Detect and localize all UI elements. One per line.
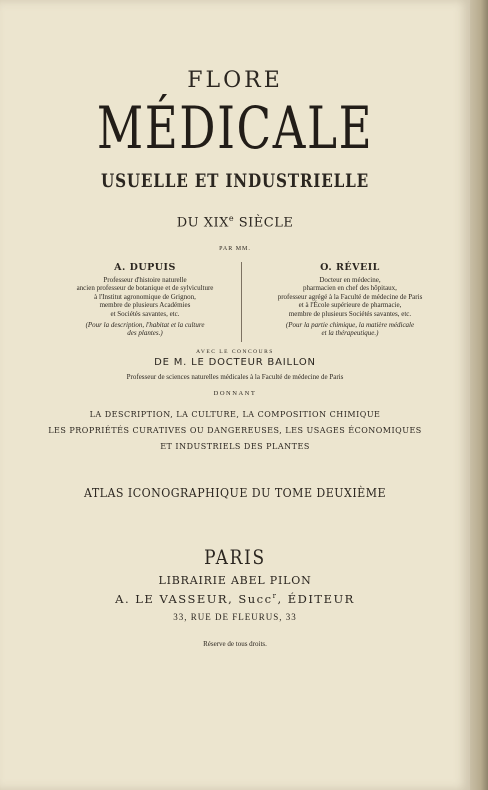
atlas-title: ATLAS ICONOGRAPHIQUE DU TOME DEUXIÈME bbox=[84, 486, 386, 500]
editor-prefix: A. LE VASSEUR, Succ bbox=[115, 592, 273, 606]
author-credential: pharmacien en chef des hôpitaux, bbox=[303, 284, 397, 293]
contributor-name: DE M. LE DOCTEUR BAILLON bbox=[154, 357, 316, 368]
description-line: LES PROPRIÉTÉS CURATIVES OU DANGEREUSES, LES USAGES ÉCONOMIQUES bbox=[48, 426, 422, 435]
author-credential: professeur agrégé à la Faculté de médecine de Paris bbox=[277, 292, 423, 301]
imprint-librairie: LIBRAIRIE ABEL PILON bbox=[158, 574, 312, 587]
subtitle-usuelle: USUELLE ET INDUSTRIELLE bbox=[101, 170, 369, 192]
title-flore: FLORE bbox=[187, 68, 283, 93]
author-credential: à l'Institut agronomique de Grignon, bbox=[94, 292, 196, 301]
author-role: (Pour la description, l'habitat et la culture bbox=[85, 321, 205, 330]
author-column-right bbox=[255, 262, 445, 338]
author-role: et la thérapeutique.) bbox=[321, 329, 379, 338]
avec-le-concours: AVEC LE CONCOURS bbox=[196, 349, 274, 355]
century-suffix: SIÈCLE bbox=[234, 215, 294, 231]
contributor-title: Professeur de sciences naturelles médicales à la Faculté de médecine de Paris bbox=[126, 373, 344, 381]
title-medicale: MÉDICALE bbox=[96, 94, 374, 162]
author-credential: et à l'École supérieure de pharmacie, bbox=[298, 301, 402, 310]
century-prefix: DU XIX bbox=[176, 215, 229, 231]
imprint-city: PARIS bbox=[204, 545, 266, 569]
author-credential: membre de plusieurs Académies bbox=[99, 301, 191, 310]
author-name: O. RÉVEIL bbox=[320, 262, 380, 273]
book-edge bbox=[470, 0, 488, 790]
imprint-rights: Réserve de tous droits. bbox=[203, 640, 267, 648]
author-credential: ancien professeur de botanique et de sylviculture bbox=[76, 284, 214, 293]
donnant: DONNANT bbox=[213, 390, 257, 397]
subtitle-century bbox=[0, 214, 470, 230]
author-credential: et Sociétés savantes, etc. bbox=[110, 309, 180, 318]
description-line: LA DESCRIPTION, LA CULTURE, LA COMPOSITION CHIMIQUE bbox=[89, 410, 381, 419]
editor-sup: r bbox=[272, 592, 278, 601]
author-credential: Professeur d'histoire naturelle bbox=[103, 276, 187, 284]
author-name: A. DUPUIS bbox=[114, 262, 176, 273]
par-mm: PAR MM. bbox=[219, 246, 251, 252]
author-role: (Pour la partie chimique, la matière médicale bbox=[285, 321, 415, 330]
imprint-address: 33, RUE DE FLEURUS, 33 bbox=[173, 612, 297, 622]
author-credential: Docteur en médecine, bbox=[319, 276, 381, 284]
century-sup: e bbox=[228, 214, 235, 223]
author-column-left bbox=[50, 262, 240, 338]
author-credential: membre de plusieurs Sociétés savantes, etc. bbox=[288, 309, 412, 318]
editor-suffix: , ÉDITEUR bbox=[277, 592, 355, 606]
imprint-editor bbox=[0, 592, 470, 606]
column-divider bbox=[241, 262, 242, 342]
author-role: des plantes.) bbox=[127, 329, 163, 338]
description-line: ET INDUSTRIELS DES PLANTES bbox=[160, 442, 310, 451]
